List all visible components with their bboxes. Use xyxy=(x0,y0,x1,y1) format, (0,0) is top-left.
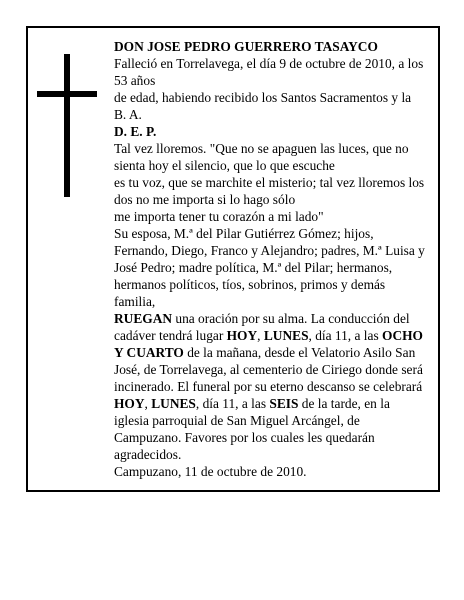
poem-line-2: es tu voz, que se marchite el misterio; tal vez lloremos los dos no me importa si lo hago sólo xyxy=(114,175,425,207)
lunes-text-1: LUNES xyxy=(263,328,309,343)
deceased-name: DON JOSE PEDRO GUERRERO TASAYCO xyxy=(114,39,378,54)
comma-2: , xyxy=(144,396,152,411)
poem-line-1: Tal vez lloremos. "Que no se apaguen las luces, que no sienta hoy el silencio, que lo que escuche xyxy=(114,141,409,173)
mass-time: SEIS xyxy=(269,396,299,411)
lunes-text-2: LUNES xyxy=(151,396,196,411)
hoy-text-2: HOY xyxy=(114,396,145,411)
funeral-details xyxy=(114,310,426,463)
closing-place-date: Campuzano, 11 de octubre de 2010. xyxy=(114,464,307,479)
ruegan-text: RUEGAN xyxy=(114,311,173,326)
poem-line-3: me importa tener tu corazón a mi lado" xyxy=(114,209,324,224)
hoy-text-1: HOY xyxy=(226,328,258,343)
comma-1: , xyxy=(257,328,264,343)
dep-line: D. E. P. xyxy=(114,124,157,139)
conduction-time: OCHO Y CUARTO xyxy=(114,328,423,360)
cross-icon xyxy=(37,54,97,197)
obituary-text xyxy=(114,38,426,480)
funeral-text-3: de la mañana, desde el Velatorio Asilo San José, de Torrelavega, al cementerio de Ciriego donde será incinerado. El funeral por su eterno descanso se celebrará xyxy=(114,345,423,394)
cross-vertical-bar xyxy=(64,54,70,197)
death-announcement: Falleció en Torrelavega, el día 9 de octubre de 2010, a los 53 años xyxy=(114,56,424,88)
cross-horizontal-bar xyxy=(37,91,97,97)
funeral-text-2: , día 11, a las xyxy=(308,328,383,343)
funeral-text-5: de la tarde, en la iglesia parroquial de San Miguel Arcángel, de Campuzano. Favores por los cuales les quedarán agradecidos. xyxy=(114,396,390,462)
death-sacraments: de edad, habiendo recibido los Santos Sacramentos y la B. A. xyxy=(114,90,412,122)
family-list: Su esposa, M.ª del Pilar Gutiérrez Gómez; hijos, Fernando, Diego, Franco y Alejandro; padres, M.ª Luisa y José Pedro; madre política, M.ª del Pilar; hermanos, hermanos políticos, tíos, sobrinos, primos y demás familia, xyxy=(114,226,425,309)
funeral-text-1: una oración por su alma. La conducción del cadáver tendrá lugar xyxy=(114,311,410,343)
funeral-text-4: , día 11, a las xyxy=(195,396,270,411)
